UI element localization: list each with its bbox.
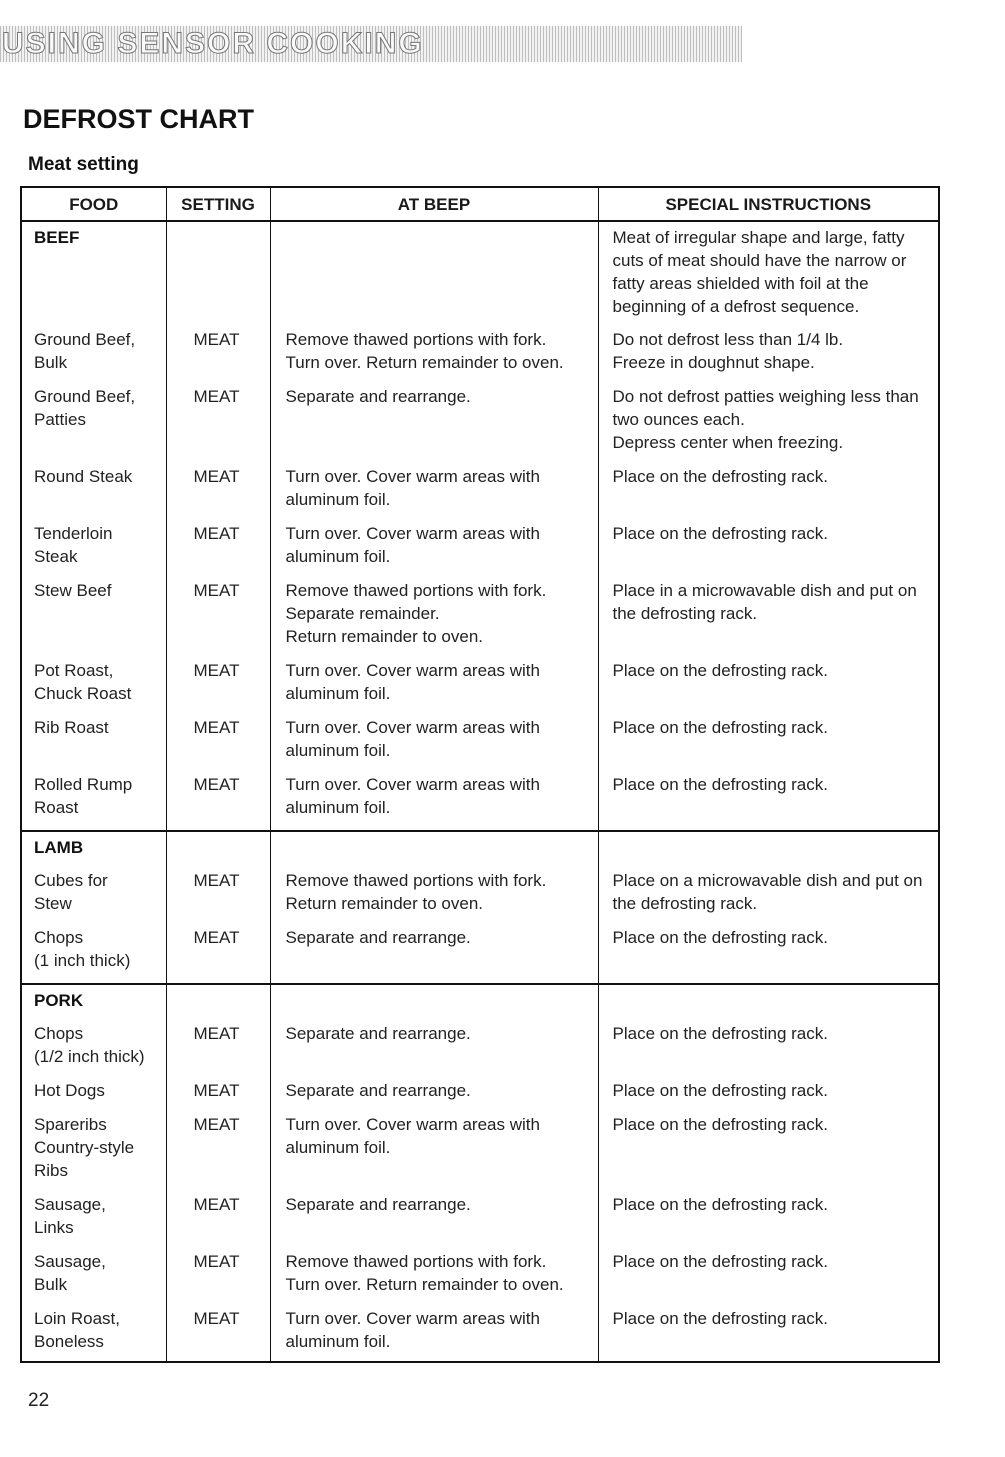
at-beep-cell: Separate and rearrange. [270,385,598,465]
at-beep-cell: Separate and rearrange. [270,1193,598,1250]
food-cell: Spareribs Country-style Ribs [21,1113,166,1193]
column-header-special-instructions: SPECIAL INSTRUCTIONS [598,187,939,221]
food-cell: Loin Roast, Boneless [21,1307,166,1362]
food-cell: Ground Beef, Patties [21,385,166,465]
setting-cell: MEAT [166,926,270,984]
setting-cell: MEAT [166,328,270,385]
table-row [21,716,939,773]
instructions-cell: Place on a microwavable dish and put on the defrosting rack. [612,871,923,913]
food-cell: Pot Roast, Chuck Roast [21,659,166,716]
instructions-cell: Place on the defrosting rack. [612,775,828,794]
section-banner [0,26,742,62]
at-beep-cell: Turn over. Cover warm areas with aluminum foil. [270,716,598,773]
table-row [21,1022,939,1079]
at-beep-cell: Turn over. Cover warm areas with aluminum foil. [270,1307,598,1362]
at-beep-cell: Separate and rearrange. [270,1079,598,1113]
instructions-cell: Place on the defrosting rack. [612,1252,828,1271]
at-beep-cell: Turn over. Cover warm areas with aluminum foil. [270,659,598,716]
section-row-pork [21,984,939,1022]
instructions-cell: Place on the defrosting rack. [612,1024,828,1043]
table-row [21,1193,939,1250]
setting-cell: MEAT [166,1193,270,1250]
food-cell: Cubes for Stew [21,869,166,926]
at-beep-cell: Remove thawed portions with fork. Turn over. Return remainder to oven. [270,1250,598,1307]
at-beep-cell: Turn over. Cover warm areas with aluminum foil. [270,773,598,831]
section-row-lamb [21,831,939,869]
column-header-at-beep: AT BEEP [270,187,598,221]
instructions-cell: Place in a microwavable dish and put on the defrosting rack. [612,581,917,623]
food-cell: Sausage, Links [21,1193,166,1250]
table-row [21,926,939,984]
instructions-cell: Place on the defrosting rack. [612,661,828,680]
instructions-cell: Do not defrost patties weighing less than two ounces each. Depress center when freezing. [612,387,919,452]
setting-cell: MEAT [166,716,270,773]
table-row [21,465,939,522]
column-header-food: FOOD [21,187,166,221]
food-cell: Sausage, Bulk [21,1250,166,1307]
at-beep-cell: Turn over. Cover warm areas with aluminum foil. [270,1113,598,1193]
food-cell: Stew Beef [21,579,166,659]
food-cell: Rib Roast [21,716,166,773]
table-row [21,659,939,716]
setting-cell: MEAT [166,659,270,716]
setting-cell: MEAT [166,773,270,831]
section-row-beef [21,221,939,328]
instructions-cell: Place on the defrosting rack. [612,467,828,486]
instructions-cell: Place on the defrosting rack. [612,1115,828,1134]
setting-cell: MEAT [166,1250,270,1307]
page-number: 22 [28,1390,50,1411]
at-beep-cell: Turn over. Cover warm areas with aluminum foil. [270,522,598,579]
instructions-cell: Place on the defrosting rack. [612,1309,828,1328]
at-beep-cell: Separate and rearrange. [270,1022,598,1079]
table-row [21,1307,939,1362]
table-row [21,328,939,385]
table-row [21,1079,939,1113]
table-row [21,773,939,831]
setting-cell: MEAT [166,579,270,659]
instructions-cell: Place on the defrosting rack. [612,1195,828,1214]
food-cell: Tenderloin Steak [21,522,166,579]
setting-cell: MEAT [166,522,270,579]
at-beep-cell: Remove thawed portions with fork. Turn over. Return remainder to oven. [270,328,598,385]
food-cell: Round Steak [21,465,166,522]
table-row [21,385,939,465]
setting-cell: MEAT [166,1307,270,1362]
setting-cell: MEAT [166,1079,270,1113]
food-cell: Chops (1 inch thick) [21,926,166,984]
instructions-cell: Place on the defrosting rack. [612,1081,828,1100]
page-subtitle: Meat setting [28,154,139,175]
table-header-row [21,187,939,221]
page-title: DEFROST CHART [23,104,254,134]
instructions-cell: Do not defrost less than 1/4 lb. Freeze in doughnut shape. [612,330,844,372]
section-banner-text: USING SENSOR COOKING [2,27,424,60]
food-cell: Ground Beef, Bulk [21,328,166,385]
at-beep-cell: Remove thawed portions with fork. Separate remainder. Return remainder to oven. [270,579,598,659]
at-beep-cell: Separate and rearrange. [270,926,598,984]
defrost-table [20,186,940,1363]
food-cell: Hot Dogs [21,1079,166,1113]
column-header-setting: SETTING [166,187,270,221]
at-beep-cell: Turn over. Cover warm areas with aluminum foil. [270,465,598,522]
section-instructions-beef: Meat of irregular shape and large, fatty cuts of meat should have the narrow or fatty areas shielded with foil at the beginning of a defrost sequence. [612,228,907,316]
table-row [21,1250,939,1307]
setting-cell: MEAT [166,465,270,522]
food-cell: Chops (1/2 inch thick) [21,1022,166,1079]
food-cell: Rolled Rump Roast [21,773,166,831]
table-row [21,1113,939,1193]
instructions-cell: Place on the defrosting rack. [612,928,828,947]
setting-cell: MEAT [166,869,270,926]
instructions-cell: Place on the defrosting rack. [612,718,828,737]
setting-cell: MEAT [166,385,270,465]
setting-cell: MEAT [166,1113,270,1193]
table-row [21,522,939,579]
at-beep-cell: Remove thawed portions with fork. Return remainder to oven. [270,869,598,926]
instructions-cell: Place on the defrosting rack. [612,524,828,543]
section-label-beef: BEEF [21,221,166,328]
section-label-lamb: LAMB [21,831,166,869]
section-label-pork: PORK [21,984,166,1022]
table-row [21,579,939,659]
table-row [21,869,939,926]
setting-cell: MEAT [166,1022,270,1079]
